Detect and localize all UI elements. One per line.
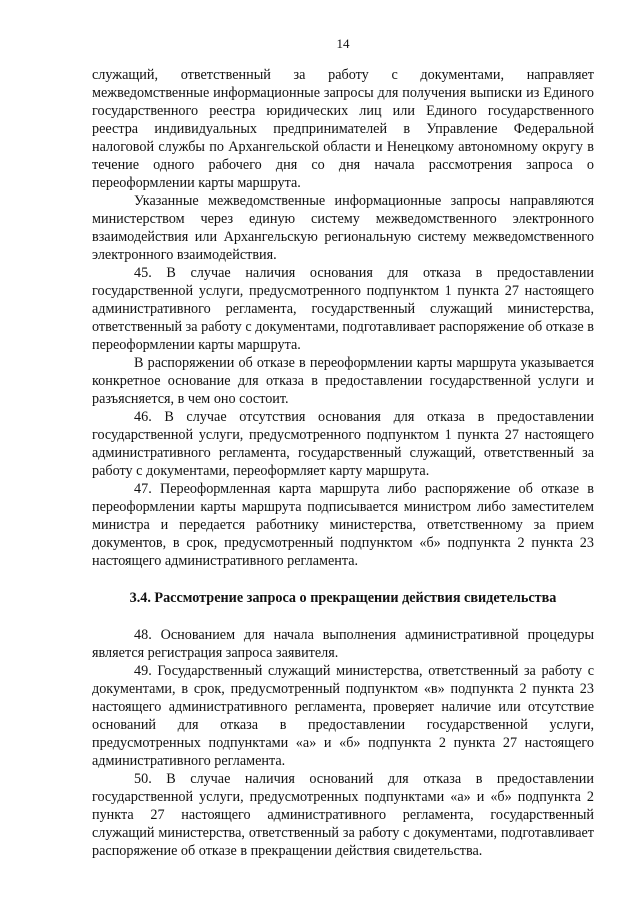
section-heading: 3.4. Рассмотрение запроса о прекращении действия свидетельства <box>129 590 557 606</box>
paragraph-48: 48. Основанием для начала выполнения административной процедуры является регистрация запроса заявителя. <box>92 627 594 661</box>
paragraph-46: 46. В случае отсутствия основания для отказа в предоставлении государственной услуги, предусмотренного подпунктом 1 пункта 27 настоящего административного регламента, государственный служащий, ответственный за работу с документами, переоформляет карту маршрута. <box>92 409 594 479</box>
paragraph-45: 45. В случае наличия основания для отказа в предоставлении государственной услуги, предусмотренного подпунктом 1 пункта 27 настоящего административного регламента, государственный служащий министерства, ответственный за работу с документами, подготавливает распоряжение об отказе в переоформлении карты маршрута. <box>92 265 594 353</box>
paragraph-47: 47. Переоформленная карта маршрута либо распоряжение об отказе в переоформлении карты маршрута подписывается министром либо заместителем министра и передается работнику министерства, ответственному за прием документов, в срок, предусмотренный подпунктом «б» подпункта 2 пункта 23 настоящего административного регламента. <box>92 481 594 569</box>
text-block-before <box>92 66 594 570</box>
paragraph: В распоряжении об отказе в переоформлении карты маршрута указывается конкретное основание для отказа в предоставлении государственной услуги и разъясняется, в чем оно состоит. <box>92 355 594 407</box>
paragraph-50: 50. В случае наличия оснований для отказа в предоставлении государственной услуги, предусмотренных подпунктами «а» и «б» подпункта 2 пункта 27 настоящего административного регламента, государственный служащий министерства, ответственный за работу с документами, подготавливает распоряжение об отказе в прекращении действия свидетельства. <box>92 771 594 859</box>
page-number: 14 <box>336 36 350 51</box>
paragraph-49: 49. Государственный служащий министерства, ответственный за работу с документами, в срок, предусмотренный подпунктом «в» подпункта 2 пункта 23 настоящего административного регламента, проверяет наличие или отсутствие оснований для отказа в предоставлении государственной услуги, предусмотренных подпунктами «а» и «б» подпункта 2 пункта 27 настоящего административного регламента. <box>92 663 594 769</box>
paragraph: Указанные межведомственные информационные запросы направляются министерством через единую систему межведомственного электронного взаимодействия или Архангельскую региональную систему межведомственного электронного взаимодействия. <box>92 193 594 263</box>
text-block-after <box>92 626 594 860</box>
paragraph: служащий, ответственный за работу с документами, направляет межведомственные информационные запросы для получения выписки из Единого государственного реестра юридических лиц или Единого государственного реестра индивидуальных предпринимателей в Управление Федеральной налоговой службы по Архангельской области и Ненецкому автономному округу в течение одного рабочего дня со дня начала рассмотрения запроса о переоформлении карты маршрута. <box>92 67 594 191</box>
